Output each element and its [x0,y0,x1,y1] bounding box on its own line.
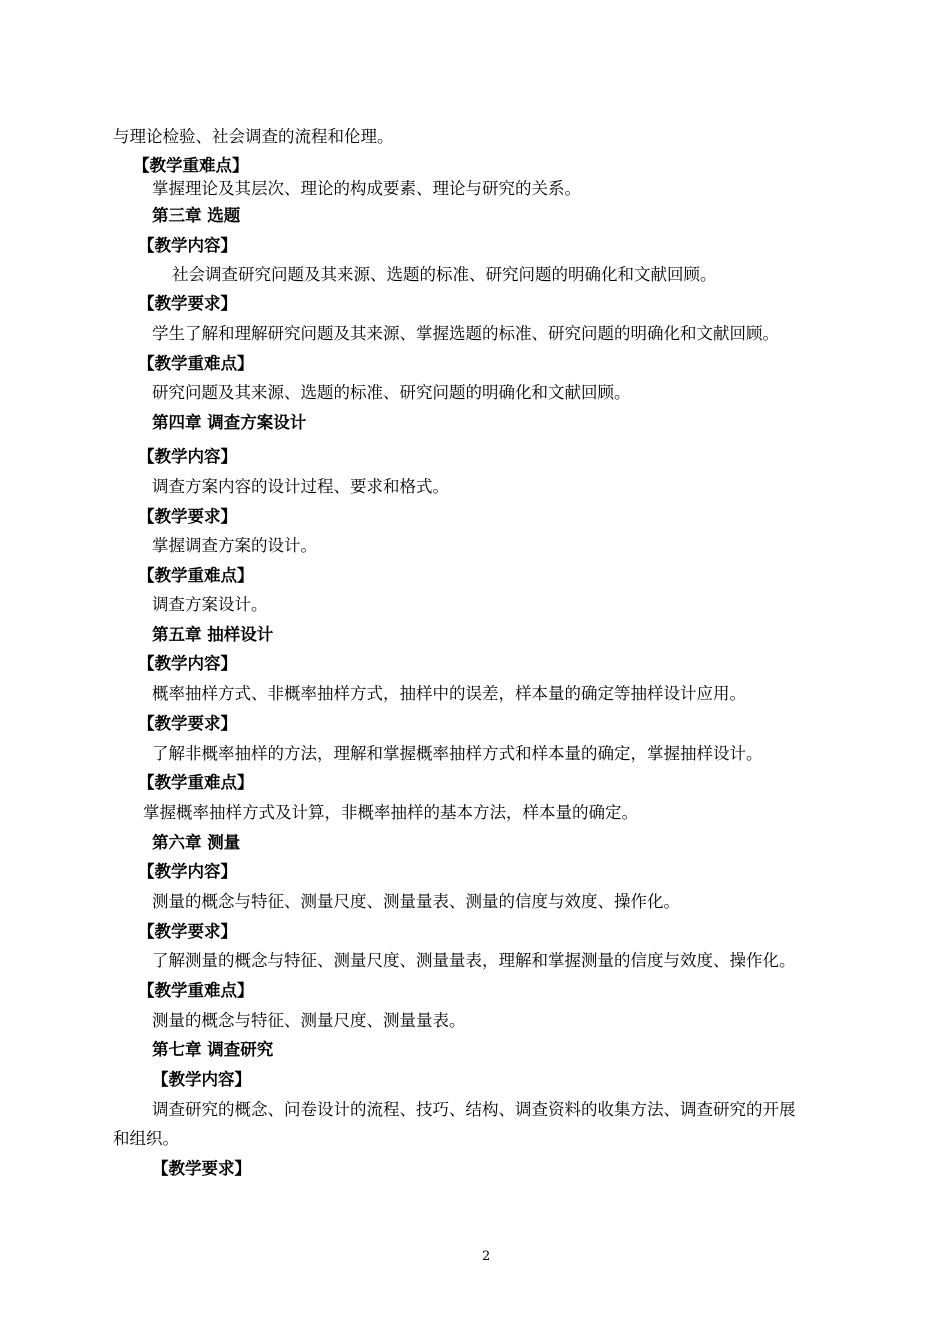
text-line: 测量的概念与特征、测量尺度、测量量表。 [152,1011,466,1030]
section-heading: 【教学重难点】 [138,566,254,585]
text-line: 了解非概率抽样的方法，理解和掌握概率抽样方式和样本量的确定，掌握抽样设计。 [152,744,763,763]
section-heading: 【教学重难点】 [138,773,254,792]
text-line: 了解测量的概念与特征、测量尺度、测量量表，理解和掌握测量的信度与效度、操作化。 [152,951,796,970]
chapter-heading: 第五章 抽样设计 [152,625,274,644]
page-number: 2 [482,1249,491,1264]
chapter-heading: 第四章 调查方案设计 [152,413,307,432]
section-heading: 【教学重难点】 [138,354,254,373]
text-line: 掌握调查方案的设计。 [152,536,317,555]
text-line: 概率抽样方式、非概率抽样方式，抽样中的误差，样本量的确定等抽样设计应用。 [152,684,746,703]
section-heading: 【教学内容】 [138,236,237,255]
text-line: 和组织。 [113,1129,179,1148]
section-heading: 【教学内容】 [138,654,237,673]
chapter-heading: 第三章 选题 [152,206,241,225]
text-line: 掌握理论及其层次、理论的构成要素、理论与研究的关系。 [152,179,581,198]
section-heading: 【教学要求】 [152,1159,251,1178]
text-line: 调查方案设计。 [152,595,268,614]
section-heading: 【教学重难点】 [133,156,249,175]
section-heading: 【教学内容】 [152,1070,251,1089]
text-line: 社会调查研究问题及其来源、选题的标准、研究问题的明确化和文献回顾。 [172,265,717,284]
text-line: 掌握概率抽样方式及计算，非概率抽样的基本方法，样本量的确定。 [143,803,638,822]
section-heading: 【教学要求】 [138,714,237,733]
text-line: 与理论检验、社会调查的流程和伦理。 [113,127,394,146]
section-heading: 【教学要求】 [138,507,237,526]
text-line: 研究问题及其来源、选题的标准、研究问题的明确化和文献回顾。 [152,383,631,402]
section-heading: 【教学内容】 [138,447,237,466]
section-heading: 【教学要求】 [138,922,237,941]
chapter-heading: 第六章 测量 [152,833,241,852]
text-line: 调查研究的概念、问卷设计的流程、技巧、结构、调查资料的收集方法、调查研究的开展 [152,1100,796,1119]
text-line: 测量的概念与特征、测量尺度、测量量表、测量的信度与效度、操作化。 [152,892,680,911]
section-heading: 【教学内容】 [138,862,237,881]
text-line: 学生了解和理解研究问题及其来源、掌握选题的标准、研究问题的明确化和文献回顾。 [152,324,779,343]
text-line: 调查方案内容的设计过程、要求和格式。 [152,477,449,496]
chapter-heading: 第七章 调查研究 [152,1040,274,1059]
section-heading: 【教学重难点】 [138,981,254,1000]
section-heading: 【教学要求】 [138,294,237,313]
